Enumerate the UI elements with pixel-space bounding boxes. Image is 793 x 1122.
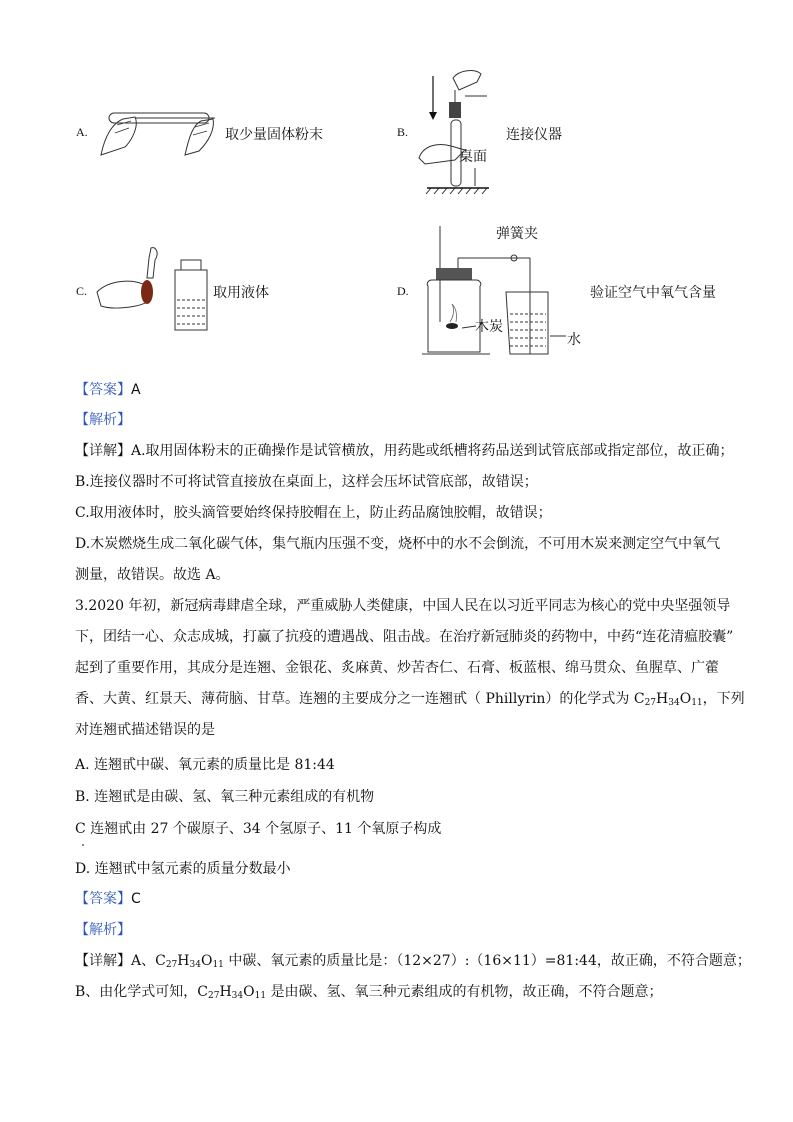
stem-tail: ，下列 <box>702 691 745 707</box>
el-o: O <box>200 953 213 969</box>
label-charcoal: 木炭 <box>475 319 503 335</box>
stray-dot <box>82 844 84 846</box>
option-a-letter: A. <box>76 125 88 139</box>
q3-answer-line <box>75 889 141 909</box>
q3-stem-line-4 <box>75 689 745 713</box>
q2-detail-line-4: D.木炭燃烧生成二氧化碳气体，集气瓶内压强不变，烧杯中的水不会倒流，不可用木炭来测定空气中氧气 <box>75 536 721 552</box>
detail-tag: 【详解】 <box>75 443 131 459</box>
label-clamp: 弹簧夹 <box>496 226 538 242</box>
detail-text: 是由碳、氢、氧三种元素组成的有机物，故正确，不符合题意； <box>266 984 663 1000</box>
sub-c: 27 <box>644 698 657 708</box>
option-a-caption: 取少量固体粉末 <box>225 127 323 143</box>
answer-value: C <box>131 891 141 907</box>
q3-option-c: C 连翘甙由 27 个碳原子、34 个氢原子、11 个氧原子构成 <box>75 821 442 837</box>
detail-text: A、C <box>131 953 166 969</box>
sub-h: 34 <box>189 960 201 970</box>
detail-tag: 【详解】 <box>75 953 131 969</box>
answer-tag: 【答案】 <box>75 891 131 907</box>
figure-b-tube-on-desk <box>415 68 495 198</box>
q3-stem-line-2: 下，团结一心、众志成城，打赢了抗疫的遭遇战、阻击战。在治疗新冠肺炎的药物中，中药“连花清瘟胶囊” <box>75 629 734 645</box>
option-d-caption: 验证空气中氧气含量 <box>590 285 716 301</box>
option-d-letter: D. <box>397 284 409 298</box>
el-o: O <box>679 691 692 707</box>
q2-detail-line-5: 测量，故错误。故选 A。 <box>75 567 230 583</box>
el-h: H <box>656 691 669 707</box>
sub-h: 34 <box>231 991 244 1001</box>
sub-o: 11 <box>254 991 267 1001</box>
q3-analysis-tag: 【解析】 <box>75 922 131 938</box>
q3-option-d: D. 连翘甙中氢元素的质量分数最小 <box>75 861 291 877</box>
figure-a-test-tube-spatula <box>95 95 225 165</box>
answer-tag: 【答案】 <box>75 382 131 398</box>
detail-text: 中碳、氧元素的质量比是：（12×27）:（16×11）=81:44，故正确，不符合题意； <box>223 953 751 969</box>
answer-value: A <box>131 382 141 398</box>
option-c-letter: C. <box>76 284 88 298</box>
detail-text: A.取用固体粉末的正确操作是试管横放，用药匙或纸槽将药品送到试管底部或指定部位，故正确； <box>131 443 734 459</box>
option-c-caption: 取用液体 <box>213 285 269 301</box>
sub-c: 27 <box>208 991 220 1001</box>
option-b-caption: 连接仪器 <box>506 127 562 143</box>
label-water: 水 <box>567 332 581 348</box>
q2-detail-line-2: B.连接仪器时不可将试管直接放在桌面上，这样会压坏试管底部，故错误； <box>75 474 538 490</box>
q3-detail-line-2 <box>75 982 663 1006</box>
q2-detail-line-3: C.取用液体时，胶头滴管要始终保持胶帽在上，防止药品腐蚀胶帽，故错误； <box>75 505 552 521</box>
sub-o: 11 <box>212 960 224 970</box>
figure-d-oxygen-apparatus <box>418 222 568 362</box>
q3-option-a: A. 连翘甙中碳、氧元素的质量比是 81:44 <box>75 757 335 773</box>
q2-analysis-tag: 【解析】 <box>75 412 131 428</box>
el-o: O <box>243 984 255 1000</box>
q2-answer-line <box>75 380 141 400</box>
el-h: H <box>177 953 190 969</box>
q3-option-b: B. 连翘甙是由碳、氢、氧三种元素组成的有机物 <box>75 789 375 805</box>
option-b-letter: B. <box>397 125 409 139</box>
figure-c-dropper-bottle <box>95 240 210 335</box>
label-desk: 桌面 <box>459 149 487 165</box>
q3-stem-line-3: 起到了重要作用，其成分是连翘、金银花、炙麻黄、炒苦杏仁、石膏、板蓝根、绵马贯众、鱼腥草、广藿 <box>75 660 719 676</box>
detail-text: B、由化学式可知，C <box>75 984 208 1000</box>
stem-text: 香、大黄、红景天、薄荷脑、甘草。连翘的主要成分之一连翘甙（ Phillyrin）的化学式为 C <box>75 691 645 707</box>
sub-o: 11 <box>691 698 703 708</box>
q2-detail-line-1 <box>75 441 734 461</box>
sub-c: 27 <box>165 960 178 970</box>
q3-stem-line-5: 对连翘甙描述错误的是 <box>75 722 215 738</box>
q3-stem-line-1: 3.2020 年初，新冠病毒肆虐全球，严重威胁人类健康，中国人民在以习近平同志为核心的党中央坚强领导 <box>75 598 731 614</box>
q3-detail-line-1 <box>75 951 751 975</box>
el-h: H <box>219 984 232 1000</box>
sub-h: 34 <box>668 698 680 708</box>
